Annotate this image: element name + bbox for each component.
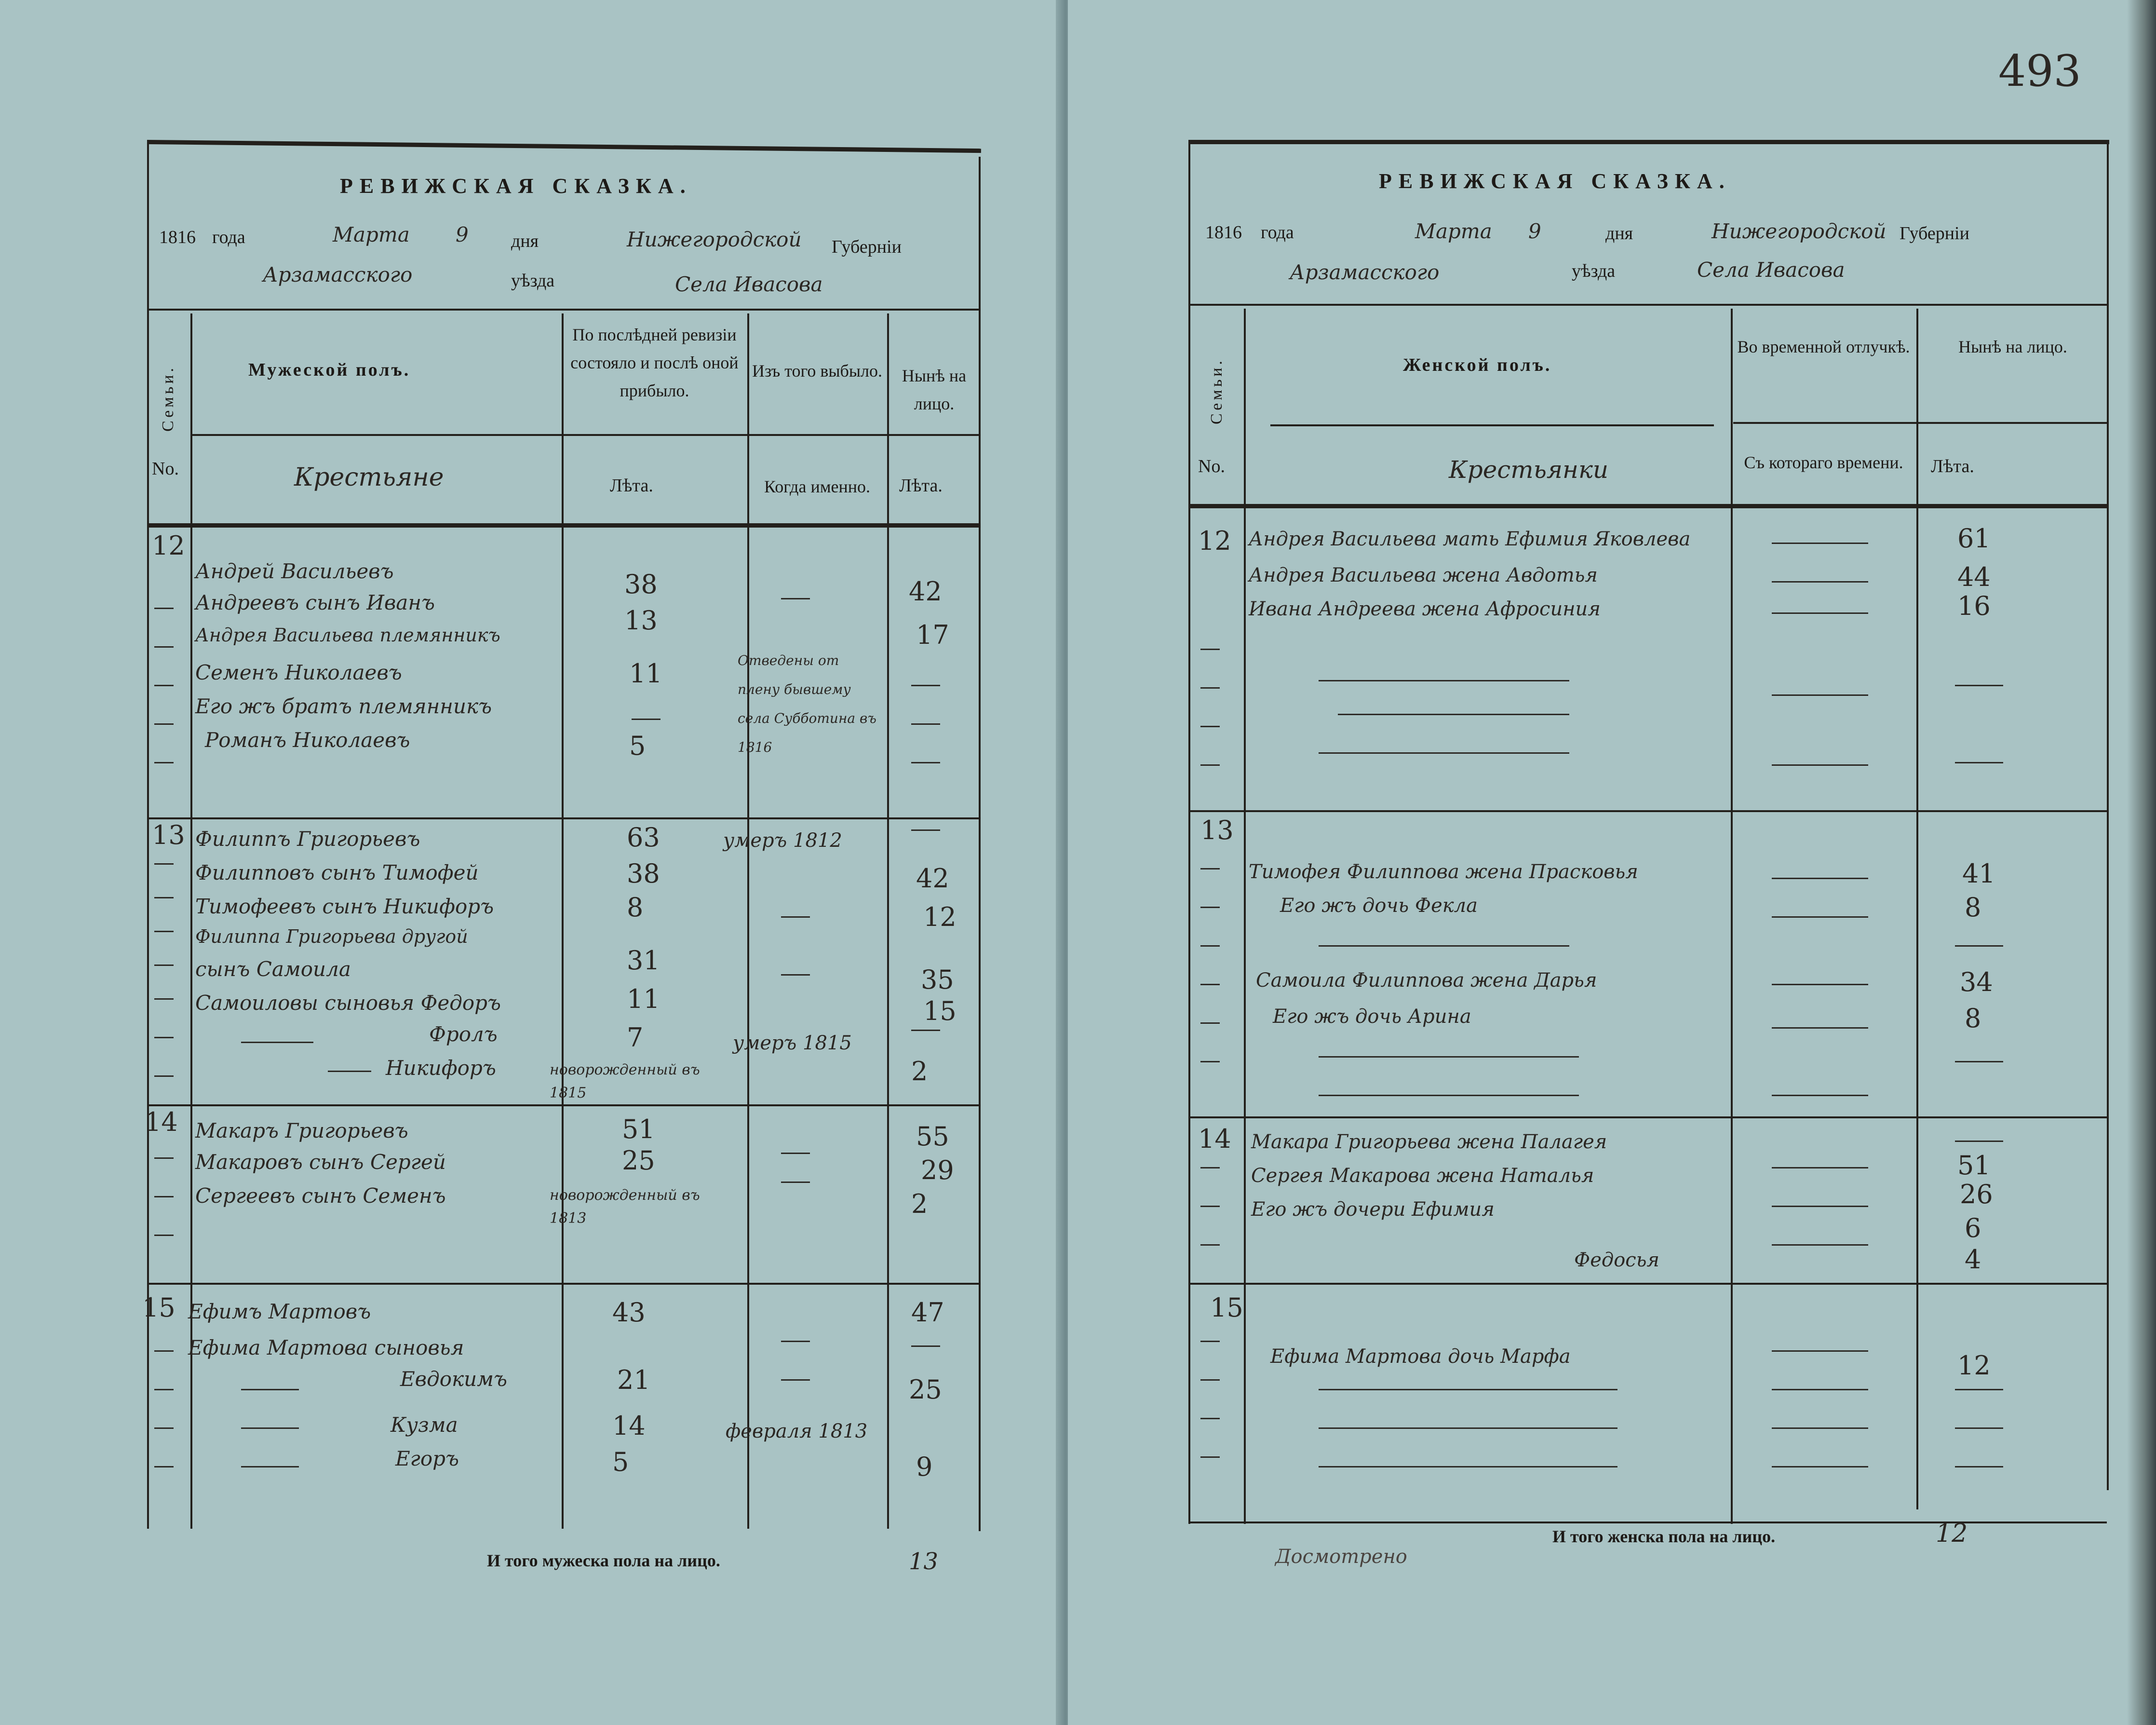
right-entry-name: Макара Григорьева жена Палагея <box>1251 1131 1607 1153</box>
right-district: Арзамасского <box>1290 260 1440 284</box>
blank-dash <box>154 685 174 686</box>
blank-dash <box>1319 1389 1617 1390</box>
left-col-line-last <box>747 313 749 1529</box>
left-entry-present: 9 <box>916 1452 933 1482</box>
blank-dash <box>781 1153 810 1154</box>
left-rule-mid-header <box>190 434 979 436</box>
blank-dash <box>241 1042 313 1043</box>
blank-dash <box>1200 764 1220 766</box>
blank-dash <box>154 1427 174 1429</box>
right-district-word: уѣзда <box>1572 261 1616 281</box>
blank-dash <box>1319 1427 1617 1429</box>
blank-dash <box>1772 984 1868 985</box>
blank-dash <box>1200 1244 1220 1246</box>
blank-dash <box>781 916 810 918</box>
blank-dash <box>154 1235 174 1236</box>
blank-dash <box>1319 1466 1617 1467</box>
right-entry-name: Самоила Филиппова жена Дарья <box>1256 969 1597 992</box>
blank-dash <box>1319 680 1569 681</box>
right-year-word: года <box>1261 222 1294 243</box>
left-entry-last: 11 <box>627 984 660 1014</box>
blank-dash <box>781 1341 810 1342</box>
blank-dash <box>1200 687 1220 689</box>
blank-dash <box>1772 1095 1868 1096</box>
blank-dash <box>154 723 174 725</box>
left-family-sep-13 <box>147 817 979 819</box>
left-family-sep-15 <box>147 1283 979 1285</box>
blank-dash <box>1772 1350 1868 1352</box>
right-title: РЕВИЖСКАЯ СКАЗКА. <box>1379 169 1731 193</box>
right-entry-name: Ивана Андреева жена Афросиния <box>1249 598 1601 620</box>
left-year-word: года <box>212 227 245 247</box>
left-entry-present: 42 <box>916 863 949 894</box>
left-entry-name: сынъ Самоила <box>195 957 351 981</box>
left-col-no: No. <box>152 459 179 479</box>
blank-dash <box>1955 1141 2003 1142</box>
right-col-line-female <box>1731 309 1733 1524</box>
blank-dash <box>154 1157 174 1159</box>
right-entry-present: 6 <box>1965 1213 1981 1243</box>
left-entry-last: 14 <box>612 1411 646 1441</box>
left-entry-last: новорожденный въ 1815 <box>550 1061 700 1101</box>
right-family-no: 12 <box>1198 526 1231 556</box>
right-family-no: 15 <box>1210 1292 1243 1323</box>
blank-dash <box>1955 1389 2003 1390</box>
right-entry-present: 8 <box>1965 1003 1981 1033</box>
right-col-female: Женской полъ. <box>1403 355 1552 375</box>
left-entry-last: 13 <box>624 605 658 636</box>
blank-dash <box>154 762 174 763</box>
left-col-years-b: Лѣта. <box>899 475 943 496</box>
right-frame-bottom <box>1188 1521 2107 1523</box>
left-month: Марта <box>333 223 410 246</box>
blank-dash <box>1200 1341 1220 1342</box>
right-col-absence: Во временной отлучкѣ. <box>1737 337 1910 356</box>
blank-dash <box>154 1196 174 1197</box>
left-frame-top <box>147 140 981 153</box>
left-entry-name: Романъ Николаевъ <box>205 728 410 752</box>
right-entry-name: Тимофея Филиппова жена Прасковья <box>1249 861 1638 883</box>
blank-dash <box>1772 543 1868 544</box>
blank-dash <box>1200 907 1220 908</box>
left-entry-name: Андрей Васильевъ <box>195 559 394 583</box>
left-entry-departed: Отведены от плену бывшему села Субботина въ 1816 <box>738 652 876 755</box>
left-col-last-revision: По послѣдней ревизіи состояло и послѣ оной прибыло. <box>570 325 739 400</box>
blank-dash <box>1319 945 1569 947</box>
blank-dash <box>154 1075 174 1077</box>
right-rule-header-bottom <box>1188 504 2107 508</box>
left-entry-name: Никифоръ <box>386 1056 496 1080</box>
left-entry-name: Филиппъ Григорьевъ <box>195 827 420 851</box>
right-footer-total: 12 <box>1936 1519 1968 1548</box>
blank-dash <box>1200 1022 1220 1024</box>
blank-dash <box>154 998 174 1000</box>
left-governorate-word: Губерніи <box>832 237 902 257</box>
blank-dash <box>241 1427 299 1429</box>
blank-dash <box>781 1379 810 1381</box>
right-entry-present: 4 <box>1965 1244 1981 1275</box>
left-entry-last: 43 <box>612 1297 646 1328</box>
blank-dash <box>1772 1244 1868 1246</box>
right-governorate: Нижегородской <box>1711 219 1886 243</box>
blank-dash <box>241 1466 299 1467</box>
blank-dash <box>1319 1095 1579 1096</box>
blank-dash <box>781 1182 810 1183</box>
right-entry-present: 8 <box>1965 892 1981 923</box>
blank-dash <box>1772 581 1868 583</box>
right-entry-present: 44 <box>1957 562 1991 592</box>
right-entry-present: 41 <box>1962 858 1995 889</box>
left-entry-name: Кузма <box>391 1413 458 1437</box>
blank-dash <box>1772 612 1868 614</box>
left-entry-last: 8 <box>627 892 644 923</box>
right-frame-right <box>2107 140 2109 1490</box>
blank-dash <box>154 1389 174 1390</box>
left-page <box>0 0 1065 1725</box>
blank-dash <box>1772 1427 1868 1429</box>
blank-dash <box>1200 868 1220 869</box>
blank-dash <box>1955 762 2003 763</box>
blank-dash <box>1200 1456 1220 1458</box>
right-frame-left <box>1188 140 1190 1524</box>
left-entry-name: Филиппа Григорьева другой <box>195 926 468 947</box>
left-entry-departed: умеръ 1815 <box>733 1032 852 1054</box>
blank-dash <box>1772 1167 1868 1168</box>
left-col-years-a: Лѣта. <box>610 475 653 496</box>
blank-dash <box>154 1466 174 1467</box>
left-entry-name: Его жъ братъ племянникъ <box>195 694 492 718</box>
right-frame-top <box>1188 140 2109 144</box>
left-entry-last: 5 <box>629 731 646 761</box>
right-rule-after-heading <box>1188 304 2107 306</box>
right-entry-present: 26 <box>1960 1179 1993 1209</box>
right-entry-name: Его жъ дочь Фекла <box>1280 895 1478 917</box>
left-footer: И того мужеска пола на лицо. <box>487 1551 720 1570</box>
page-edge <box>2127 0 2156 1725</box>
left-district-word: уѣзда <box>511 271 555 291</box>
left-entry-name: Макаръ Григорьевъ <box>195 1119 408 1142</box>
left-village: Села Ивасова <box>675 272 823 296</box>
right-page-number: 493 <box>1998 46 2081 96</box>
right-year: 1816 <box>1205 222 1242 243</box>
right-family-no: 14 <box>1198 1124 1231 1154</box>
left-entry-present: 29 <box>921 1155 954 1185</box>
left-entry-name: Семенъ Николаевъ <box>195 661 402 684</box>
blank-dash <box>1955 1427 2003 1429</box>
blank-dash <box>1200 1418 1220 1419</box>
left-entry-present: 35 <box>921 964 954 995</box>
right-family-sep-15 <box>1188 1283 2107 1285</box>
right-signature: Досмотрено <box>1275 1546 1407 1568</box>
blank-dash <box>328 1071 371 1072</box>
blank-dash <box>154 646 174 648</box>
left-family-no: 13 <box>152 820 185 850</box>
blank-dash <box>1772 1466 1868 1467</box>
left-entry-present: 2 <box>911 1189 928 1219</box>
blank-dash <box>154 897 174 898</box>
left-entry-last: 51 <box>622 1114 655 1144</box>
blank-dash <box>1200 726 1220 727</box>
left-col-line-departed <box>887 313 889 1529</box>
right-family-sep-13 <box>1188 810 2107 812</box>
right-month: Марта <box>1415 219 1492 243</box>
blank-dash <box>1772 694 1868 696</box>
blank-dash <box>1319 1056 1579 1058</box>
blank-dash <box>154 608 174 609</box>
right-col-line-family <box>1244 309 1246 1524</box>
left-entry-name: Ефимъ Мартовъ <box>188 1300 371 1323</box>
left-title: РЕВИЖСКАЯ СКАЗКА. <box>340 174 692 198</box>
blank-dash <box>632 719 660 720</box>
right-col-years: Лѣта. <box>1931 456 1974 476</box>
left-entry-present: 47 <box>911 1297 944 1328</box>
blank-dash <box>1200 1167 1220 1168</box>
blank-dash <box>154 964 174 966</box>
right-col-line-absence <box>1916 309 1918 1509</box>
blank-dash <box>241 1389 299 1390</box>
left-col-male-class: Крестьяне <box>294 463 444 492</box>
right-day-word: дня <box>1605 223 1633 244</box>
right-entry-present: 16 <box>1957 591 1991 621</box>
blank-dash <box>1772 764 1868 766</box>
blank-dash <box>1772 916 1868 918</box>
left-family-no: 12 <box>152 530 185 561</box>
left-entry-departed: февраля 1813 <box>726 1420 868 1442</box>
blank-dash <box>911 1030 940 1031</box>
blank-dash <box>911 685 940 686</box>
left-entry-last: 7 <box>627 1022 644 1053</box>
left-col-present: Нынѣ на лицо. <box>902 366 967 413</box>
blank-dash <box>781 974 810 976</box>
left-entry-name: Филипповъ сынъ Тимофей <box>195 861 479 884</box>
left-entry-present: 42 <box>909 576 942 607</box>
blank-dash <box>911 762 940 763</box>
left-entry-last: 5 <box>612 1447 629 1477</box>
right-col-family: Семьи. <box>1208 358 1226 424</box>
left-year: 1816 <box>159 227 196 247</box>
left-entry-name: Евдокимъ <box>400 1367 507 1391</box>
right-governorate-word: Губерніи <box>1900 223 1969 244</box>
left-entry-last: 11 <box>629 658 662 689</box>
right-entry-name: Андрея Васильева жена Авдотья <box>1249 564 1598 586</box>
left-entry-name: Сергеевъ сынъ Семенъ <box>195 1184 446 1208</box>
right-village: Села Ивасова <box>1697 258 1845 282</box>
right-entry-name: Ефима Мартова дочь Марфа <box>1270 1345 1571 1368</box>
left-entry-present: 55 <box>916 1121 949 1152</box>
right-family-no: 13 <box>1200 815 1234 845</box>
right-entry-present: 61 <box>1957 523 1991 554</box>
left-day-word: дня <box>511 231 539 251</box>
left-entry-last: 63 <box>627 822 660 853</box>
left-col-when: Когда именно. <box>764 477 871 496</box>
left-col-family: Семьи. <box>159 365 177 432</box>
left-entry-name: Ефима Мартова сыновья <box>188 1336 464 1359</box>
right-entry-present: 34 <box>1960 967 1993 997</box>
left-entry-last: 25 <box>622 1145 655 1176</box>
left-entry-present: 25 <box>909 1374 942 1405</box>
blank-dash <box>1200 649 1220 650</box>
left-entry-name: Макаровъ сынъ Сергей <box>195 1150 446 1174</box>
right-entry-present: 12 <box>1957 1350 1991 1381</box>
right-entry-present: 51 <box>1957 1150 1991 1181</box>
left-district: Арзамасского <box>263 263 413 286</box>
left-family-no: 15 <box>142 1292 175 1323</box>
left-entry-name: Егоръ <box>395 1447 459 1470</box>
blank-dash <box>1200 1379 1220 1381</box>
left-entry-name: Тимофеевъ сынъ Никифоръ <box>195 895 494 918</box>
blank-dash <box>1200 984 1220 985</box>
right-entry-name: Его жъ дочери Ефимия <box>1251 1198 1495 1221</box>
right-col-no: No. <box>1198 456 1225 476</box>
right-entry-name: Федосья <box>1574 1249 1659 1271</box>
blank-dash <box>1772 1206 1868 1207</box>
blank-dash <box>154 1037 174 1038</box>
right-page <box>1068 0 2156 1725</box>
blank-dash <box>1955 1466 2003 1467</box>
left-footer-total: 13 <box>909 1548 939 1575</box>
right-rule-mid-header <box>1733 422 2107 424</box>
blank-dash <box>154 1350 174 1352</box>
blank-dash <box>1319 752 1569 754</box>
left-col-male: Мужеской полъ. <box>248 360 411 380</box>
right-family-sep-14 <box>1188 1116 2107 1118</box>
blank-dash <box>1772 1027 1868 1029</box>
left-day: 9 <box>456 223 469 246</box>
blank-dash <box>1338 714 1569 715</box>
left-entry-name: Андрея Васильева племянникъ <box>195 625 500 646</box>
blank-dash <box>1955 945 2003 947</box>
blank-dash <box>1955 1061 2003 1062</box>
right-entry-name: Его жъ дочь Арина <box>1273 1005 1471 1028</box>
blank-dash <box>1772 1389 1868 1390</box>
right-footer: И того женска пола на лицо. <box>1552 1527 1776 1546</box>
blank-dash <box>1200 1206 1220 1207</box>
left-entry-departed: умеръ 1812 <box>723 829 842 852</box>
left-entry-last: новорожденный въ 1813 <box>550 1187 700 1227</box>
left-entry-name: Андреевъ сынъ Иванъ <box>195 591 435 614</box>
right-entry-name: Андрея Васильева мать Ефимия Яковлева <box>1249 528 1691 550</box>
left-entry-last: 21 <box>617 1365 650 1395</box>
blank-dash <box>1200 945 1220 947</box>
left-governorate: Нижегородской <box>627 228 802 251</box>
left-entry-present: 17 <box>916 620 949 650</box>
blank-dash <box>154 863 174 865</box>
right-rule-mid-header-female <box>1270 424 1714 426</box>
blank-dash <box>781 598 810 599</box>
blank-dash <box>1955 685 2003 686</box>
blank-dash <box>911 723 940 725</box>
blank-dash <box>1200 1061 1220 1062</box>
left-col-departed: Изъ того выбыло. <box>752 361 882 380</box>
left-entry-last: 38 <box>627 858 660 889</box>
right-entry-name: Сергея Макарова жена Наталья <box>1251 1165 1594 1187</box>
right-col-since: Съ котораго времени. <box>1744 453 1903 472</box>
blank-dash <box>911 829 940 831</box>
left-entry-present: 12 <box>923 902 957 932</box>
left-rule-after-heading <box>147 309 979 311</box>
left-col-line-male <box>562 313 564 1529</box>
right-col-present: Нынѣ на лицо. <box>1958 337 2067 356</box>
left-entry-name: Самоиловы сыновья Федоръ <box>195 991 501 1015</box>
left-entry-last: 31 <box>627 945 660 976</box>
right-day: 9 <box>1528 219 1541 243</box>
left-family-no: 14 <box>145 1107 178 1137</box>
left-frame-right <box>979 157 981 1531</box>
left-entry-last: 38 <box>624 569 658 599</box>
left-entry-present: 2 <box>911 1056 928 1087</box>
blank-dash <box>911 1345 940 1347</box>
left-entry-name: Фролъ <box>429 1022 498 1046</box>
blank-dash <box>1772 878 1868 879</box>
right-col-female-class: Крестьянки <box>1449 456 1609 484</box>
blank-dash <box>154 931 174 932</box>
left-entry-present: 15 <box>923 996 957 1026</box>
